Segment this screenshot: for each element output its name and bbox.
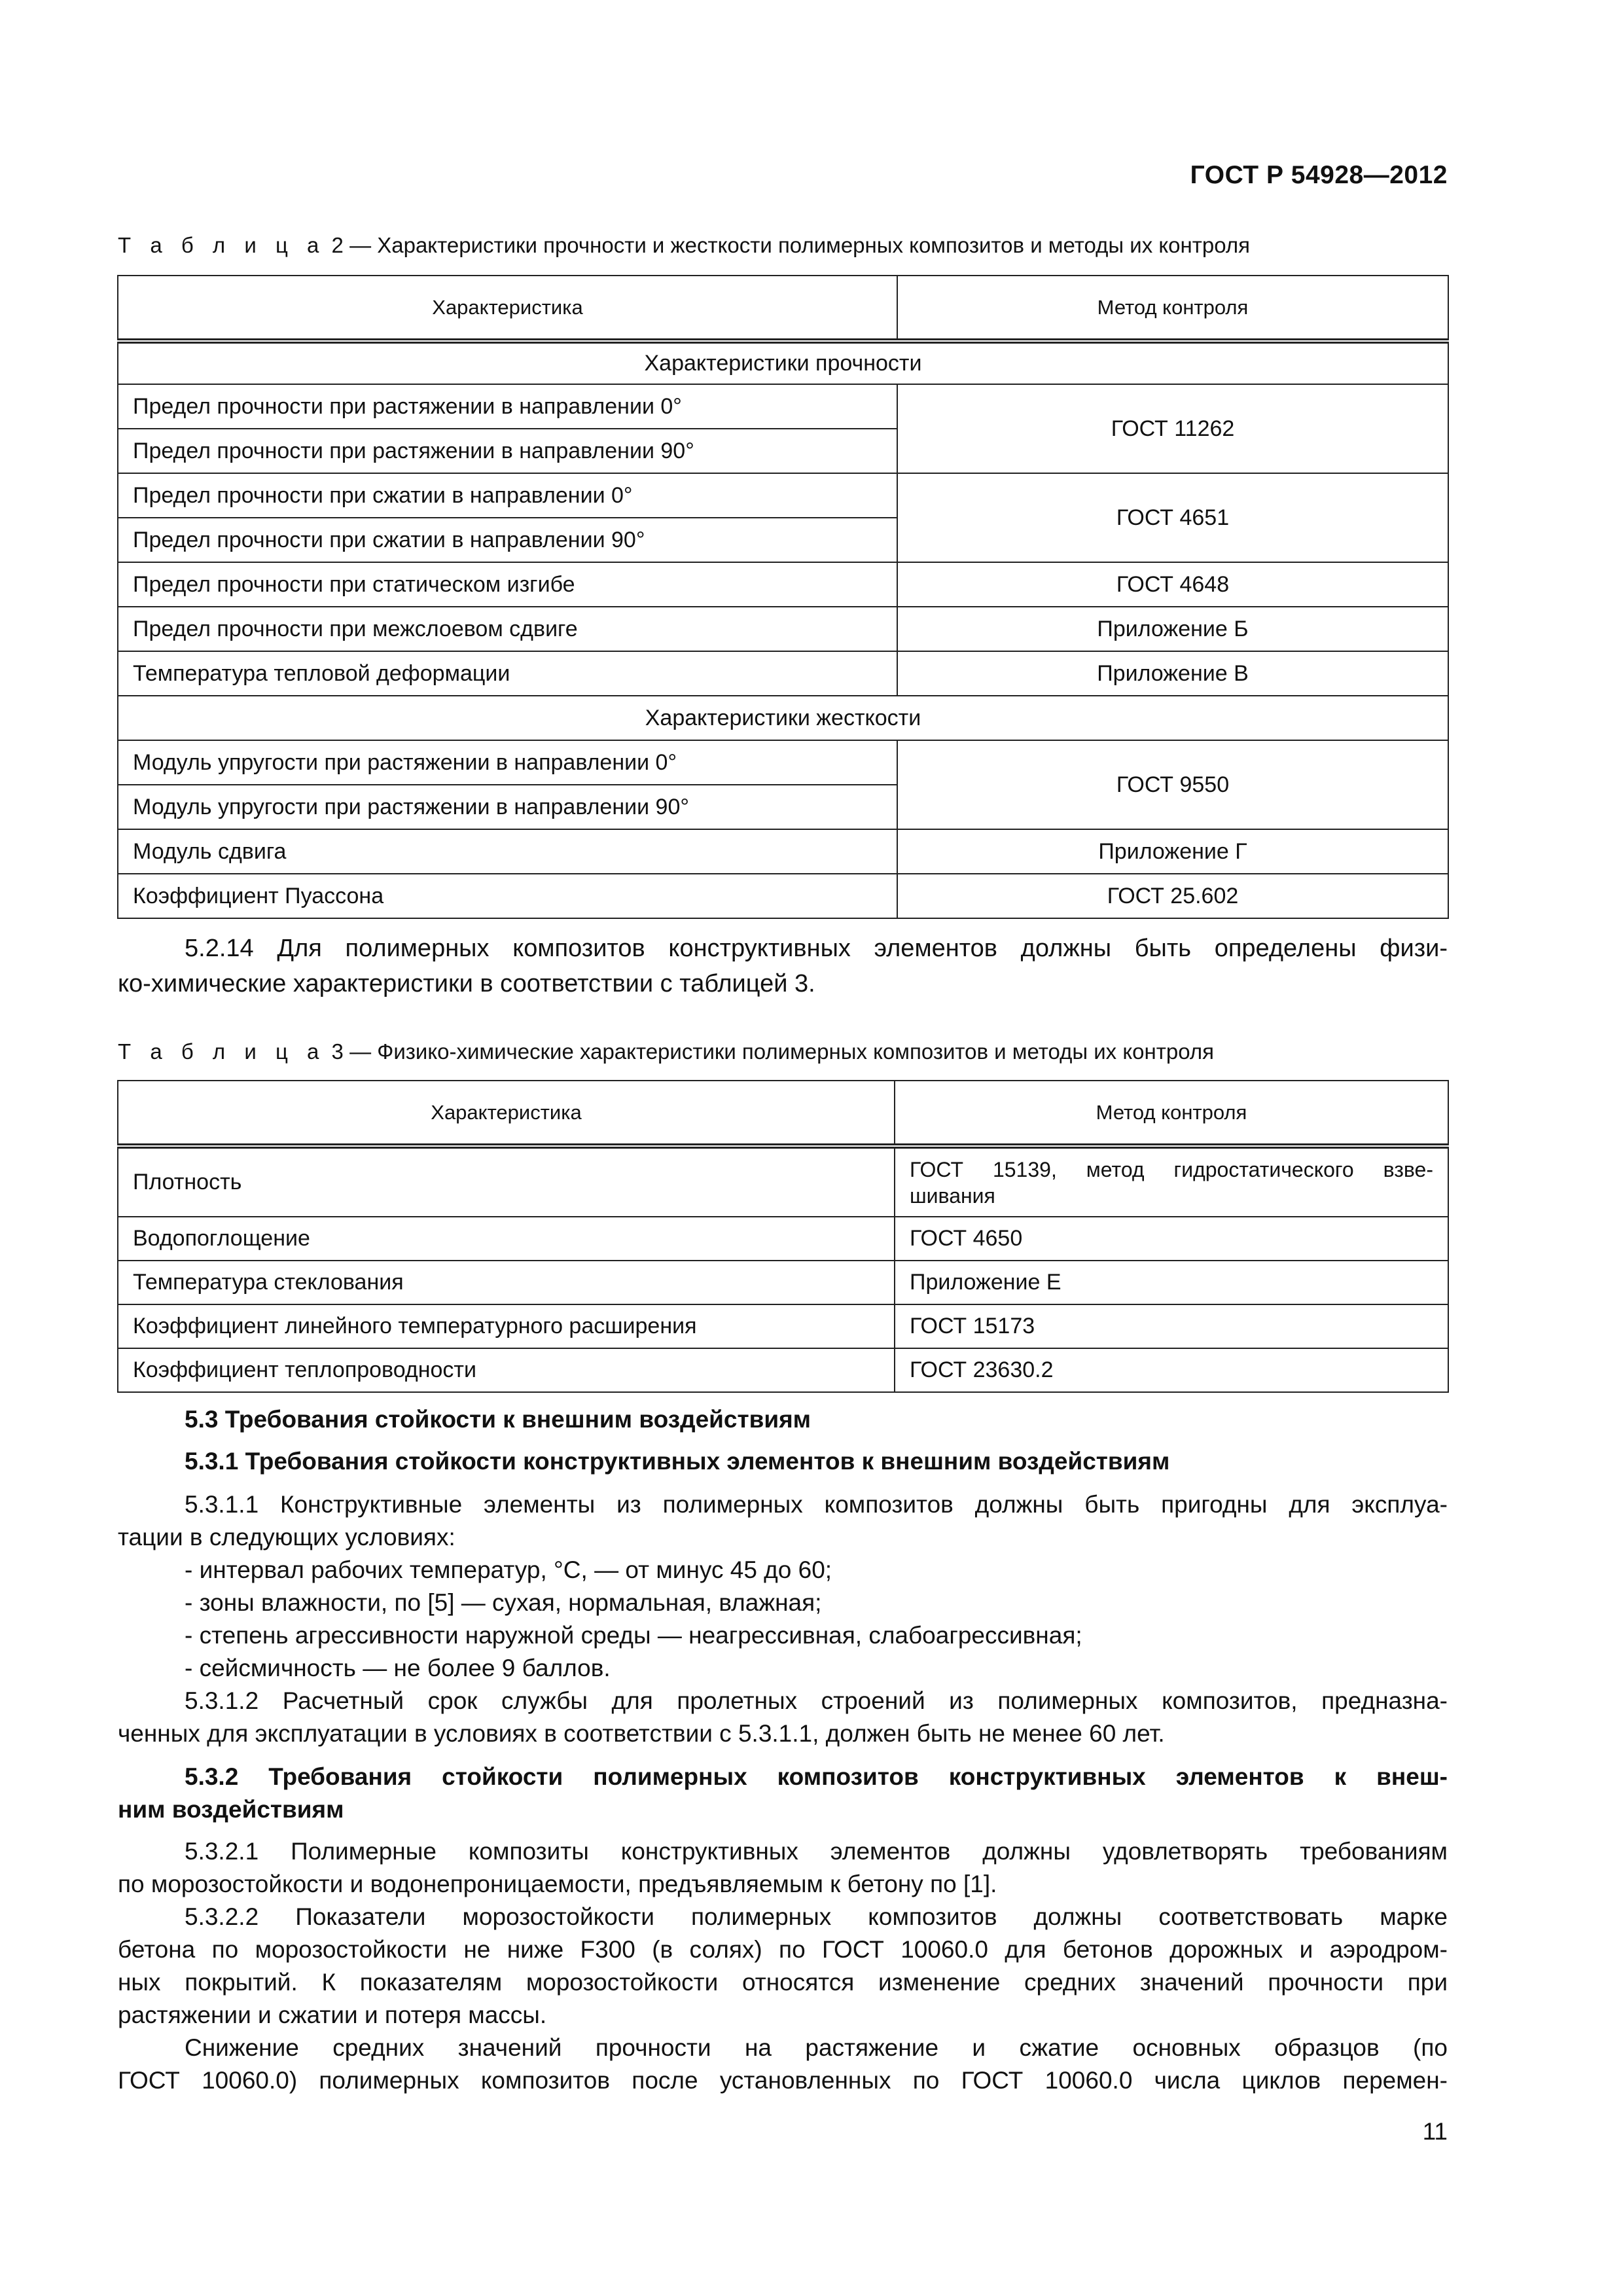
- paragraph-line: 5.2.14 Для полимерных композитов конструктивных элементов должны быть определены физи-: [185, 935, 1448, 962]
- table-row: [118, 473, 1448, 518]
- paragraph-5-2-14: [118, 931, 1448, 1001]
- table2-section-stiffness: Характеристики жесткости: [118, 696, 1448, 740]
- table-cell-characteristic: Водопоглощение: [118, 1217, 895, 1261]
- table-row: [118, 1146, 1448, 1217]
- table-cell-method: ГОСТ 25.602: [897, 874, 1448, 918]
- heading-5-3-2: ним воздействиям: [118, 1796, 344, 1823]
- list-item: - сейсмичность — не более 9 баллов.: [185, 1655, 611, 1681]
- paragraph-line: ных покрытий. К показателям морозостойкости относятся изменение средних значений прочности при: [118, 1969, 1448, 1996]
- table2-col-header-characteristic: Характеристика: [118, 276, 897, 341]
- table2-section-strength: Характеристики прочности: [118, 341, 1448, 384]
- table3-caption-label: Т а б л и ц а: [118, 1039, 326, 1064]
- table2-header-row: [118, 276, 1448, 341]
- heading-5-3: 5.3 Требования стойкости к внешним воздействиям: [185, 1406, 812, 1433]
- table2-caption: [118, 233, 1250, 258]
- table-cell-method: ГОСТ 11262: [897, 384, 1448, 473]
- heading-5-3-2: 5.3.2 Требования стойкости полимерных композитов конструктивных элементов к внеш-: [185, 1763, 1448, 1790]
- paragraph-line: 5.3.1.1 Конструктивные элементы из полимерных композитов должны быть пригодны для эксплуа-: [185, 1491, 1448, 1518]
- table-cell-characteristic: Предел прочности при растяжении в направлении 90°: [118, 429, 897, 473]
- document-code: ГОСТ Р 54928—2012: [1190, 161, 1448, 189]
- table-cell-characteristic: Предел прочности при сжатии в направлении 90°: [118, 518, 897, 562]
- table-row: [118, 651, 1448, 696]
- table-cell-method: ГОСТ 9550: [897, 740, 1448, 829]
- table3-col-header-characteristic: Характеристика: [118, 1081, 895, 1146]
- paragraph-line: 5.3.1.2 Расчетный срок службы для пролетных строений из полимерных композитов, предназна-: [185, 1687, 1448, 1714]
- table-row: [118, 607, 1448, 651]
- table-row: [118, 829, 1448, 874]
- table2-section-row: [118, 341, 1448, 384]
- table-cell-characteristic: Температура тепловой деформации: [118, 651, 897, 696]
- table-cell-characteristic: Температура стеклования: [118, 1261, 895, 1304]
- section-5-3: [118, 1403, 1448, 2097]
- table3-header-row: [118, 1081, 1448, 1146]
- table-cell-characteristic: Коэффициент Пуассона: [118, 874, 897, 918]
- table-cell-characteristic: Модуль упругости при растяжении в направлении 0°: [118, 740, 897, 785]
- table3-col-header-method: Метод контроля: [895, 1081, 1448, 1146]
- paragraph-line: 5.3.2.2 Показатели морозостойкости полимерных композитов должны соответствовать марке: [185, 1903, 1448, 1930]
- heading-5-3-1: 5.3.1 Требования стойкости конструктивных элементов к внешним воздействиям: [185, 1448, 1170, 1475]
- table-cell-characteristic: Предел прочности при статическом изгибе: [118, 562, 897, 607]
- table-row: [118, 384, 1448, 429]
- table-row: [118, 1348, 1448, 1392]
- table-row: [118, 874, 1448, 918]
- table-cell-method: [895, 1146, 1448, 1217]
- table2-caption-label: Т а б л и ц а: [118, 233, 326, 257]
- table2-caption-text: 2 — Характеристики прочности и жесткости полимерных композитов и методы их контроля: [325, 233, 1250, 257]
- table-row: [118, 1304, 1448, 1348]
- list-item: - степень агрессивности наружной среды — неагрессивная, слабоагрессивная;: [185, 1622, 1082, 1649]
- table-cell-method: ГОСТ 4651: [897, 473, 1448, 562]
- table-cell-characteristic: Коэффициент теплопроводности: [118, 1348, 895, 1392]
- paragraph-line: ко-химические характеристики в соответствии с таблицей 3.: [118, 970, 815, 997]
- table-cell-characteristic: Предел прочности при межслоевом сдвиге: [118, 607, 897, 651]
- table-cell-method: ГОСТ 4648: [897, 562, 1448, 607]
- paragraph-line: бетона по морозостойкости не ниже F300 (в солях) по ГОСТ 10060.0 для бетонов дорожных и аэродром-: [118, 1936, 1448, 1963]
- paragraph-line: по морозостойкости и водонепроницаемости, предъявляемым к бетону по [1].: [118, 1871, 997, 1897]
- paragraph-line: Снижение средних значений прочности на растяжение и сжатие основных образцов (по: [185, 2034, 1448, 2061]
- table3-caption: [118, 1039, 1214, 1064]
- table-cell-method: Приложение Г: [897, 829, 1448, 874]
- method-line: шивания: [910, 1183, 995, 1208]
- table-row: [118, 740, 1448, 785]
- table-cell-method: Приложение Б: [897, 607, 1448, 651]
- table-cell-method: ГОСТ 15173: [895, 1304, 1448, 1348]
- table-row: [118, 562, 1448, 607]
- table-cell-method: ГОСТ 23630.2: [895, 1348, 1448, 1392]
- paragraph-line: ГОСТ 10060.0) полимерных композитов после установленных по ГОСТ 10060.0 числа циклов перемен-: [118, 2067, 1448, 2094]
- paragraph-line: растяжении и сжатии и потеря массы.: [118, 2001, 547, 2028]
- paragraph-line: тации в следующих условиях:: [118, 1524, 455, 1551]
- table-cell-characteristic: Предел прочности при сжатии в направлении 0°: [118, 473, 897, 518]
- table-cell-characteristic: Модуль сдвига: [118, 829, 897, 874]
- table3: [117, 1080, 1449, 1393]
- table2: [117, 275, 1449, 919]
- method-line: ГОСТ 15139, метод гидростатического взве-: [910, 1157, 1433, 1181]
- table3-caption-text: 3 — Физико-химические характеристики полимерных композитов и методы их контроля: [325, 1039, 1214, 1064]
- list-item: - интервал рабочих температур, °С, — от минус 45 до 60;: [185, 1556, 832, 1583]
- paragraph-line: 5.3.2.1 Полимерные композиты конструктивных элементов должны удовлетворять требованиям: [185, 1838, 1448, 1865]
- list-item: - зоны влажности, по [5] — сухая, нормальная, влажная;: [185, 1589, 822, 1616]
- table-cell-characteristic: Плотность: [118, 1146, 895, 1217]
- paragraph-line: ченных для эксплуатации в условиях в соответствии с 5.3.1.1, должен быть не менее 60 лет.: [118, 1720, 1165, 1747]
- table-cell-characteristic: Модуль упругости при растяжении в направлении 90°: [118, 785, 897, 829]
- table-cell-characteristic: Коэффициент линейного температурного расширения: [118, 1304, 895, 1348]
- table2-section-row: [118, 696, 1448, 740]
- table-cell-method: Приложение В: [897, 651, 1448, 696]
- table-row: [118, 1217, 1448, 1261]
- page-number: 11: [1422, 2118, 1448, 2145]
- table-cell-characteristic: Предел прочности при растяжении в направлении 0°: [118, 384, 897, 429]
- table2-col-header-method: Метод контроля: [897, 276, 1448, 341]
- table-cell-method: ГОСТ 4650: [895, 1217, 1448, 1261]
- table-cell-method: Приложение Е: [895, 1261, 1448, 1304]
- table-row: [118, 1261, 1448, 1304]
